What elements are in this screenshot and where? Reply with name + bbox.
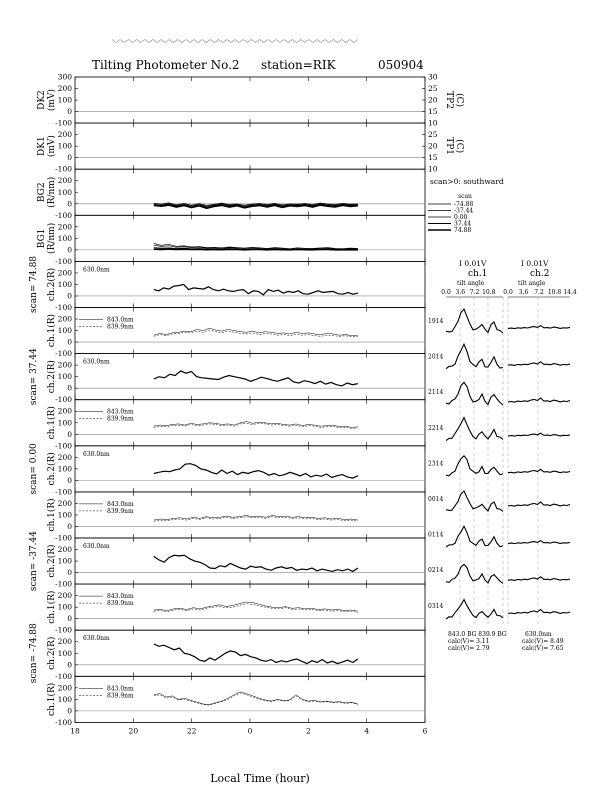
y-tick-label: 100 [57, 464, 72, 474]
panel-ylabel-main: scan= -74.88 [29, 623, 39, 684]
wavelength-note: 630.0nm [83, 635, 110, 643]
series-line-74.88 [154, 249, 358, 250]
y-tick-label: 200 [57, 683, 72, 693]
scan-legend-entry: 0.00 [454, 214, 468, 221]
y-tick-label: 200 [57, 452, 72, 462]
series-line-630.0nm [154, 644, 358, 664]
y-tick-label: 300 [57, 72, 72, 82]
ch1-profile-line [446, 526, 503, 547]
ch1-profile-line [446, 456, 503, 476]
ch1-scale: I 0.01V [459, 259, 487, 268]
right-label-main: TP1 [444, 137, 454, 156]
legend-label: 839.9nm [107, 507, 134, 515]
y-tick-label: 0 [67, 568, 72, 578]
legend-label: 839.9nm [107, 323, 134, 331]
y-tick-label: 0 [67, 521, 72, 531]
ch1-calc-b: calc(V)= 2.79 [448, 645, 490, 652]
angular-scan-panel [428, 259, 577, 652]
figure-header [92, 40, 424, 73]
y-tick-label: 0 [67, 614, 72, 624]
y-tick-label: -100 [55, 441, 72, 451]
scan-legend-title: scan [458, 193, 472, 200]
y-tick-label: -100 [55, 671, 72, 681]
x-tick-label: 18 [70, 726, 80, 736]
panel-dk1 [37, 123, 465, 174]
y-tick-label: 200 [57, 360, 72, 370]
y-tick-label: 100 [57, 418, 72, 428]
scan-legend-entry: 37.44 [454, 220, 472, 228]
y-tick-label: 200 [57, 498, 72, 508]
panel-ylabel-unit: ch.2(R) [47, 360, 57, 394]
panel-ylabel-unit: ch.2(R) [47, 544, 57, 578]
panel-frame [75, 215, 425, 261]
y-tick-label: 0 [67, 245, 72, 255]
right-label-unit: (C) [454, 139, 464, 154]
ch2-scale: I 0.01V [521, 259, 549, 268]
x-tick-label: 2 [305, 726, 311, 736]
y-tick-label: 0 [67, 199, 72, 209]
y-tick-label: 100 [57, 556, 72, 566]
right-label-main: TP2 [444, 91, 454, 109]
y-tick-label: 200 [57, 130, 72, 140]
panel-ylabel-unit: ch.1(R) [47, 406, 57, 440]
y-tick-label: 200 [57, 637, 72, 647]
panel-bg2 [37, 169, 425, 220]
y-tick-label: 200 [57, 176, 72, 186]
row-time-label: 0014 [428, 496, 444, 503]
panel-ylabel-unit: (R/nm) [47, 222, 57, 254]
panel-s3c1 [46, 492, 425, 543]
panel-ylabel-unit: ch.2(R) [47, 267, 57, 302]
y-tick-label: 0 [67, 337, 72, 347]
ch2-profile-line [508, 362, 570, 366]
ch2-calc-b: calc(V)= 7.65 [522, 645, 564, 652]
ch1-wavelengths: 843.0 BG 839.9 BG [448, 631, 507, 638]
x-axis [70, 726, 427, 785]
row-time-label: 0314 [428, 602, 444, 610]
series-line-839.9nm [154, 604, 358, 613]
y-tick-label: 0 [67, 107, 72, 117]
series-line-630.0nm [154, 555, 358, 571]
right-tick-label: 10 [428, 164, 438, 174]
x-tick-label: 22 [186, 726, 197, 736]
panel-ylabel-unit: ch.2(R) [47, 636, 57, 670]
panel-s2c1 [46, 400, 425, 451]
right-tick-label: 20 [428, 141, 438, 151]
panel-frame [75, 584, 425, 630]
y-tick-label: 100 [57, 648, 72, 658]
x-tick-label: 0 [247, 726, 253, 736]
panel-frame [75, 77, 425, 123]
panel-s1c2 [29, 256, 425, 313]
ch2-profile-line [508, 326, 570, 329]
ascan-row [428, 491, 570, 511]
y-tick-label: 0 [67, 475, 72, 485]
panel-s5c2 [29, 623, 425, 683]
ch2-profile-line [508, 502, 570, 506]
ch2-calc-a: calc(V)= 8.49 [522, 638, 564, 645]
scan-legend-entry: 74.88 [454, 227, 472, 234]
y-tick-label: 100 [57, 233, 72, 243]
ascan-row [428, 309, 570, 333]
y-tick-label: 100 [57, 372, 72, 382]
ch1-profile-line [446, 564, 503, 583]
ch2-profile-line [508, 433, 570, 436]
y-tick-label: -100 [55, 533, 72, 543]
right-tick-label: 25 [428, 130, 438, 140]
panel-ylabel-main: scan= 37.44 [29, 348, 39, 406]
scan-legend-entry: -74.88 [454, 201, 474, 208]
panel-frame [75, 492, 425, 538]
ch1-profile-line [446, 382, 503, 405]
panel-ylabel-main: DK1 [37, 136, 47, 156]
panel-ylabel-unit: (mV) [47, 135, 57, 158]
legend-label: 839.9nm [107, 692, 134, 700]
y-tick-label: -100 [55, 717, 72, 727]
series-line-843.0nm [154, 602, 358, 611]
panel-ylabel-main: scan= 74.88 [29, 255, 39, 313]
panel-frame [75, 538, 425, 584]
legend-label: 843.0nm [107, 685, 134, 693]
x-tick-label: 6 [422, 726, 428, 736]
ch2-tick-label: 0.0 [503, 289, 513, 296]
y-tick-label: 0 [67, 706, 72, 716]
y-tick-label: 100 [57, 510, 72, 520]
series-line-630.0nm [154, 371, 358, 386]
row-time-label: 0214 [428, 567, 444, 575]
ch1-label: ch.1 [468, 269, 488, 279]
ch1-calc-a: calc(V)= 3.11 [448, 638, 490, 645]
panel-s2c2 [29, 348, 425, 405]
row-time-label: 2314 [428, 460, 444, 468]
y-tick-label: -100 [55, 579, 72, 589]
ascan-row [428, 382, 570, 405]
ch2-profile-line [508, 469, 570, 473]
y-tick-label: -100 [55, 210, 72, 220]
x-tick-label: 4 [364, 726, 370, 736]
legend-label: 843.0nm [107, 593, 134, 601]
y-tick-label: 100 [57, 602, 72, 612]
series-line-839.9nm [154, 693, 358, 705]
ascan-row [428, 344, 570, 369]
y-tick-label: 200 [57, 222, 72, 232]
panel-ylabel-main: scan= -37.44 [29, 531, 39, 592]
right-tick-label: 30 [428, 72, 438, 82]
panel-s1c1 [46, 308, 425, 359]
y-tick-label: 100 [57, 187, 72, 197]
row-time-label: 1914 [428, 318, 444, 325]
y-tick-label: 200 [57, 406, 72, 416]
wavelength-note: 630.0nm [83, 543, 110, 550]
panel-ylabel-unit: ch.2(R) [47, 452, 57, 486]
ch1-profile-line [446, 309, 503, 333]
legend-label: 843.0nm [107, 316, 134, 324]
series-line-630.0nm [154, 464, 358, 478]
series-line-74.88 [154, 205, 358, 208]
panel-stack [29, 73, 465, 727]
ch1-profile-line [446, 418, 503, 441]
wavelength-note: 630.0nm [83, 358, 110, 366]
y-tick-label: 0 [67, 660, 72, 670]
ch2-axis-title: tilt angle [518, 280, 546, 287]
y-tick-label: 100 [57, 141, 72, 151]
y-tick-label: 100 [57, 95, 72, 105]
panel-frame [75, 123, 425, 169]
panel-bg1 [37, 215, 425, 266]
ch1-profile-line [446, 344, 503, 369]
ch2-wavelength: 630.0nm [525, 631, 552, 638]
y-tick-label: 200 [57, 84, 72, 94]
ascan-row [428, 418, 570, 441]
panel-ylabel-unit: ch.1(R) [47, 498, 57, 532]
row-time-label: 2014 [428, 353, 444, 361]
legend-label: 843.0nm [107, 500, 134, 508]
ch2-profile-line [508, 577, 570, 581]
panel-frame [75, 354, 425, 400]
y-tick-label: 100 [57, 694, 72, 704]
y-tick-label: 0 [67, 383, 72, 393]
series-line-839.9nm [154, 517, 358, 522]
right-tick-label: 15 [428, 107, 438, 117]
ch1-profile-line [446, 600, 503, 619]
x-axis-label: Local Time (hour) [210, 772, 310, 785]
y-tick-label: -100 [55, 487, 72, 497]
ch2-profile-line [508, 541, 570, 544]
legend-label: 839.9nm [107, 600, 134, 608]
series-line-843.0nm [154, 692, 358, 705]
y-tick-label: -100 [55, 118, 72, 128]
row-time-label: 2114 [428, 389, 444, 397]
panel-ylabel-unit: (mV) [47, 89, 57, 112]
panel-frame [75, 308, 425, 354]
row-time-label: 0114 [428, 531, 444, 539]
y-tick-label: -100 [55, 349, 72, 359]
ch1-profile-line [446, 491, 503, 511]
ch1-tick-label: 10.8 [482, 289, 496, 296]
y-tick-label: 200 [57, 314, 72, 324]
panel-ylabel-unit: ch.1(R) [47, 313, 57, 348]
panel-frame [75, 630, 425, 676]
panel-frame [75, 169, 425, 215]
ch2-tick-label: 14.4 [563, 289, 577, 296]
ch2-tick-label: 10.8 [547, 289, 562, 296]
ascan-row [428, 600, 570, 619]
panel-frame [75, 676, 425, 722]
panel-dk2 [37, 73, 465, 128]
panel-ylabel-main: BG2 [37, 182, 47, 203]
panel-s4c2 [29, 531, 425, 591]
y-tick-label: -100 [55, 303, 72, 312]
ascan-row [428, 526, 570, 547]
right-tick-label: 20 [428, 95, 438, 105]
header-trace [112, 40, 358, 43]
panel-ylabel-main: DK2 [37, 90, 47, 110]
y-tick-label: -100 [55, 164, 72, 174]
title-station: station=RIK [261, 58, 336, 72]
panel-ylabel-unit: (R/nm) [47, 176, 57, 208]
y-tick-label: 0 [67, 153, 72, 163]
y-tick-label: -100 [55, 256, 72, 266]
panel-frame [75, 261, 425, 307]
scan-legend-entry: -37.44 [454, 207, 474, 215]
y-tick-label: 200 [57, 545, 72, 555]
panel-ylabel-unit: ch.1(R) [47, 682, 57, 716]
wavelength-note: 630.0nm [83, 266, 110, 274]
x-tick-label: 20 [128, 726, 139, 736]
ch2-profile-line [508, 398, 570, 402]
title-instrument: Tilting Photometer No.2 [92, 58, 240, 72]
y-tick-label: -100 [55, 625, 72, 635]
ch1-tick-label: 7.2 [469, 289, 480, 296]
y-tick-label: 200 [57, 268, 72, 278]
panel-ylabel-main: scan= 0.00 [29, 443, 39, 495]
ch2-tick-label: 3.6 [518, 289, 529, 296]
series-line-839.9nm [154, 423, 358, 428]
right-tick-label: 10 [428, 118, 438, 128]
ch2-profile-line [508, 610, 570, 614]
ch1-tick-label: 3.6 [455, 289, 466, 296]
ascan-row [428, 564, 570, 583]
panel-ylabel-unit: ch.1(R) [47, 590, 57, 624]
panel-s5c1 [46, 676, 425, 727]
title-date: 050904 [378, 58, 424, 72]
panel-frame [75, 446, 425, 492]
direction-note: scan>0: southward [430, 177, 504, 186]
ch2-tick-label: 7.2 [534, 289, 544, 296]
y-tick-label: 100 [57, 326, 72, 336]
y-tick-label: -100 [55, 395, 72, 405]
panel-ylabel-main: BG1 [37, 228, 47, 249]
right-tick-label: 25 [428, 84, 438, 94]
y-tick-label: 200 [57, 591, 72, 601]
scan-legend [428, 193, 473, 234]
wavelength-note: 630.0nm [83, 450, 110, 458]
panel-s4c1 [46, 584, 425, 635]
panel-s3c2 [29, 443, 425, 496]
y-tick-label: 100 [57, 279, 72, 289]
right-label-unit: (C) [454, 93, 464, 108]
series-line-630.0nm [154, 284, 358, 294]
legend-label: 839.9nm [107, 415, 134, 423]
ch1-axis-title: tilt angle [457, 280, 485, 287]
ascan-row [428, 456, 570, 476]
row-time-label: 2214 [428, 424, 444, 432]
ch1-tick-label: 0.0 [441, 289, 451, 296]
legend-label: 843.0nm [107, 408, 134, 416]
y-tick-label: 0 [67, 291, 72, 301]
series-line-843.0nm [154, 328, 358, 336]
right-tick-label: 15 [428, 153, 438, 163]
y-tick-label: 0 [67, 429, 72, 439]
ch2-label: ch.2 [530, 269, 550, 279]
